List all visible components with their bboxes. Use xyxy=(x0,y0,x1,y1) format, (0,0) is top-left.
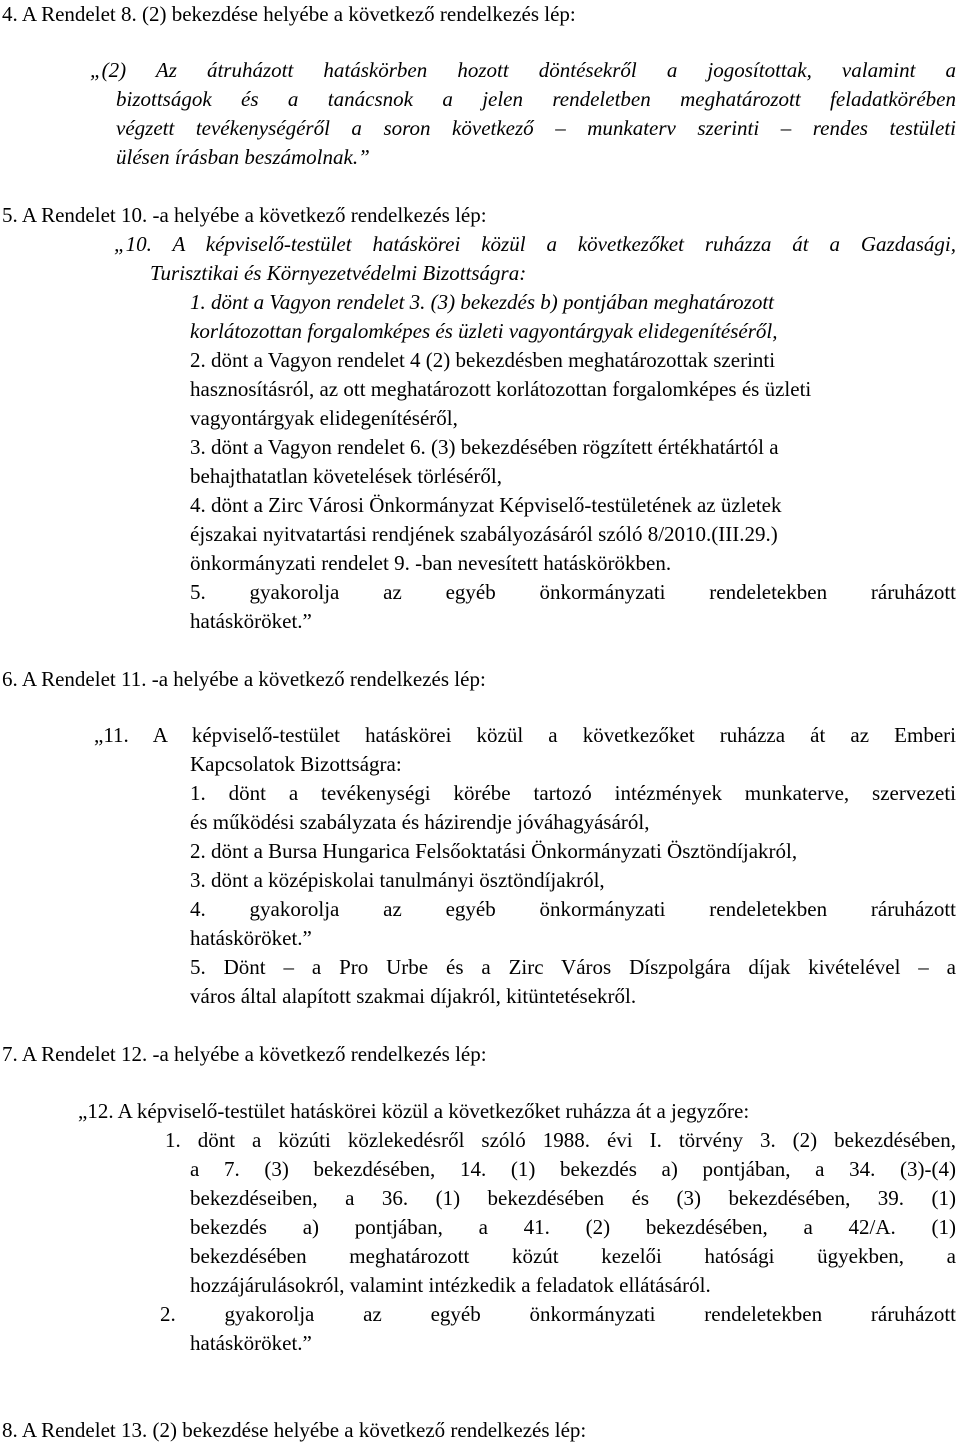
line: éjszakai nyitvatartási rendjének szabályozásáról szóló 8/2010.(III.29.) xyxy=(190,522,778,546)
line: 5. Dönt – a Pro Urbe és a Zirc Város Díszpolgára díjak kivételével – a xyxy=(190,955,956,979)
line: hatásköröket.” xyxy=(190,609,312,633)
line: bekezdés a) pontjában, a 41. (2) bekezdésében, a 42/A. (1) xyxy=(190,1215,956,1239)
line: 1. dönt a Vagyon rendelet 3. (3) bekezdés b) pontjában meghatározott xyxy=(190,290,775,314)
line: „11. A képviselő-testület hatáskörei közül a következőket ruházza át az Emberi xyxy=(94,723,956,747)
line: „(2) Az átruházott hatáskörben hozott döntésekről a jogosítottak, valamint a xyxy=(90,58,956,82)
line: hozzájárulásokról, valamint intézkedik a feladatok ellátásáról. xyxy=(190,1273,711,1297)
line: bekezdéseiben, a 36. (1) bekezdésében és (3) bekezdésében, 39. (1) xyxy=(190,1186,956,1210)
line: bekezdésében meghatározott közút kezelői hatósági ügyekben, a xyxy=(190,1244,956,1268)
line: végzett tevékenységéről a soron következő – munkaterv szerinti – rendes testületi xyxy=(116,116,956,140)
line: 6. A Rendelet 11. -a helyébe a következő rendelkezés lép: xyxy=(2,667,486,691)
line: Kapcsolatok Bizottságra: xyxy=(190,752,402,776)
line: 2. gyakorolja az egyéb önkormányzati rendeletekben ráruházott xyxy=(160,1302,956,1326)
line: a 7. (3) bekezdésében, 14. (1) bekezdés a) pontjában, a 34. (3)-(4) xyxy=(190,1157,956,1181)
line: korlátozottan forgalomképes és üzleti vagyontárgyak elidegenítéséről, xyxy=(190,319,778,343)
line: 5. gyakorolja az egyéb önkormányzati rendeletekben ráruházott xyxy=(190,580,956,604)
line: 1. dönt a közúti közlekedésről szóló 1988. évi I. törvény 3. (2) bekezdésében, xyxy=(165,1128,956,1152)
line: önkormányzati rendelet 9. -ban nevesített hatáskörökben. xyxy=(190,551,672,575)
line: ülésen írásban beszámolnak.” xyxy=(116,145,370,169)
line: 2. dönt a Bursa Hungarica Felsőoktatási Önkormányzati Ösztöndíjakról, xyxy=(190,839,798,863)
line: 3. dönt a középiskolai tanulmányi ösztöndíjakról, xyxy=(190,868,605,892)
line: 8. A Rendelet 13. (2) bekezdése helyébe a következő rendelkezés lép: xyxy=(2,1418,587,1442)
line: 1. dönt a tevékenységi körébe tartozó intézmények munkaterve, szervezeti xyxy=(190,781,956,805)
line: behajthatatlan követelések törléséről, xyxy=(190,464,502,488)
line: és működési szabályzata és házirendje jóváhagyásáról, xyxy=(190,810,650,834)
line: 4. dönt a Zirc Városi Önkormányzat Képviselő-testületének az üzletek xyxy=(190,493,782,517)
line: „10. A képviselő-testület hatáskörei közül a következőket ruházza át a Gazdasági, xyxy=(114,232,956,256)
line: 4. gyakorolja az egyéb önkormányzati rendeletekben ráruházott xyxy=(190,897,956,921)
line: Turisztikai és Környezetvédelmi Bizottságra: xyxy=(150,261,527,285)
line: 2. dönt a Vagyon rendelet 4 (2) bekezdésben meghatározottak szerinti xyxy=(190,348,776,372)
line: 4. A Rendelet 8. (2) bekezdése helyébe a következő rendelkezés lép: xyxy=(2,2,576,26)
line: bizottságok és a tanácsnok a jelen rendeletben meghatározott feladatkörében xyxy=(116,87,956,111)
line: hatásköröket.” xyxy=(190,926,312,950)
line: 3. dönt a Vagyon rendelet 6. (3) bekezdésében rögzített értékhatártól a xyxy=(190,435,779,459)
line: „12. A képviselő-testület hatáskörei közül a következőket ruházza át a jegyzőre: xyxy=(78,1099,750,1123)
line: hasznosításról, az ott meghatározott korlátozottan forgalomképes és üzleti xyxy=(190,377,812,401)
line: vagyontárgyak elidegenítéséről, xyxy=(190,406,458,430)
line: 7. A Rendelet 12. -a helyébe a következő rendelkezés lép: xyxy=(2,1042,487,1066)
line: 5. A Rendelet 10. -a helyébe a következő rendelkezés lép: xyxy=(2,203,487,227)
line: hatásköröket.” xyxy=(190,1331,312,1355)
line: város által alapított szakmai díjakról, kitüntetésekről. xyxy=(190,984,637,1008)
